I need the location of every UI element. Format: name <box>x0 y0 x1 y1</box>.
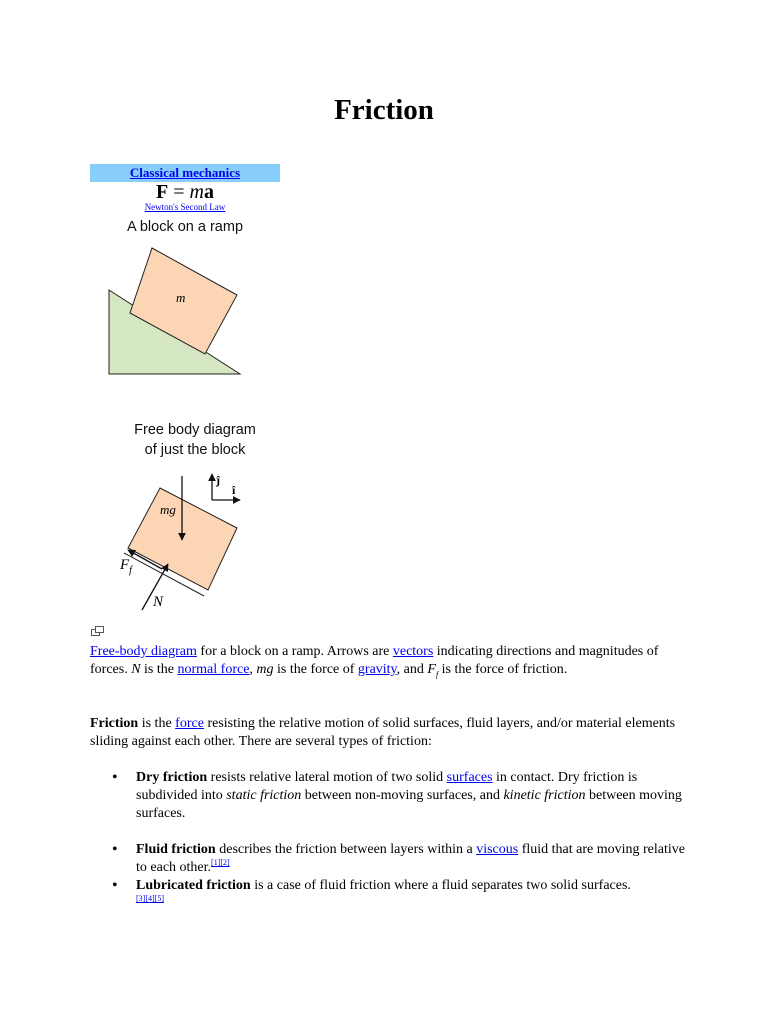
formula-equals: = <box>168 181 190 203</box>
dry-text-3: between non-moving surfaces, and <box>301 788 504 803</box>
vectors-link[interactable]: vectors <box>392 644 434 659</box>
list-item-lubricated <box>90 877 690 913</box>
dry-text-1: resists relative lateral motion of two solid <box>207 770 447 785</box>
newton-formula <box>90 182 280 202</box>
caption-text-4: , <box>249 662 257 677</box>
lubricated-text-1: is a case of fluid friction where a fluid separates two solid surfaces. <box>250 878 631 893</box>
caption-N: N <box>131 662 141 677</box>
i-unit-label: î <box>232 483 236 497</box>
figure2-title-line1: Free body diagram <box>134 422 256 438</box>
fluid-text-2: fluid that are moving relative to each other. <box>136 842 685 875</box>
friction-label: $F_f$ <box>120 557 132 576</box>
caption-text-3: is the <box>140 662 178 677</box>
figure2-title-line2: of just the block <box>144 442 246 458</box>
caption-text-5: is the force of <box>273 662 358 677</box>
newtons-law-caption <box>90 202 280 213</box>
gravity-link[interactable]: gravity <box>357 662 397 677</box>
normal-force-link[interactable]: normal force <box>177 662 250 677</box>
figure-caption <box>90 643 690 684</box>
dry-text-2: in contact. Dry friction is subdivided into <box>136 770 638 803</box>
infobox <box>90 164 280 213</box>
fluid-friction-term: Fluid friction <box>136 842 216 857</box>
mg-label: mg <box>160 502 176 517</box>
intro-text-1: is the <box>138 716 176 731</box>
caption-Ff: $F_f$ <box>427 662 439 679</box>
dry-text-4: between moving surfaces. <box>136 788 682 821</box>
normal-label: N <box>153 594 164 610</box>
formula-mass: m <box>189 181 204 203</box>
surfaces-link[interactable]: surfaces <box>446 770 493 785</box>
ramp-figure <box>100 240 260 380</box>
free-body-diagram-link[interactable]: Free-body diagram <box>90 644 197 659</box>
intro-paragraph <box>90 715 690 751</box>
newtons-second-law-link[interactable]: Newton's Second Law <box>144 202 226 212</box>
force-link[interactable]: force <box>175 716 204 731</box>
classical-mechanics-link[interactable]: Classical mechanics <box>129 165 241 180</box>
list-item-fluid <box>90 841 690 877</box>
fluid-refs-link[interactable]: [1][2] <box>211 858 230 867</box>
enlarge-icon[interactable] <box>91 626 105 636</box>
figure1-title: A block on a ramp <box>126 219 244 235</box>
caption-text-6: , and <box>396 662 428 677</box>
dry-friction-term: Dry friction <box>136 770 208 785</box>
viscous-link[interactable]: viscous <box>476 842 519 857</box>
caption-mg: mg <box>256 662 274 677</box>
kinetic-friction-term: kinetic friction <box>503 788 586 803</box>
fluid-text-1: describes the friction between layers within a <box>215 842 477 857</box>
formula-accel: a <box>203 181 214 203</box>
caption-text-1: for a block on a ramp. Arrows are <box>196 644 393 659</box>
friction-types-list <box>90 769 690 913</box>
intro-text-2: resisting the relative motion of solid surfaces, fluid layers, and/or material elements sliding against each other. There are several types of friction: <box>90 716 676 749</box>
static-friction-term: static friction <box>226 788 302 803</box>
page-title: Friction <box>334 94 434 126</box>
figure2-title <box>100 420 290 460</box>
infobox-header <box>90 164 280 182</box>
list-item-dry <box>90 769 690 823</box>
formula-force: F <box>156 181 169 203</box>
lubricated-friction-term: Lubricated friction <box>136 878 251 893</box>
lubricated-refs-link[interactable]: [3][4][5] <box>136 894 164 903</box>
block-mass-label: m <box>176 290 186 305</box>
intro-term: Friction <box>90 716 139 731</box>
caption-text-7: is the force of friction. <box>438 662 568 677</box>
j-unit-label: ĵ <box>216 473 220 487</box>
free-body-diagram <box>110 468 290 618</box>
caption-text-2: indicating directions and magnitudes of forces. <box>90 644 659 677</box>
